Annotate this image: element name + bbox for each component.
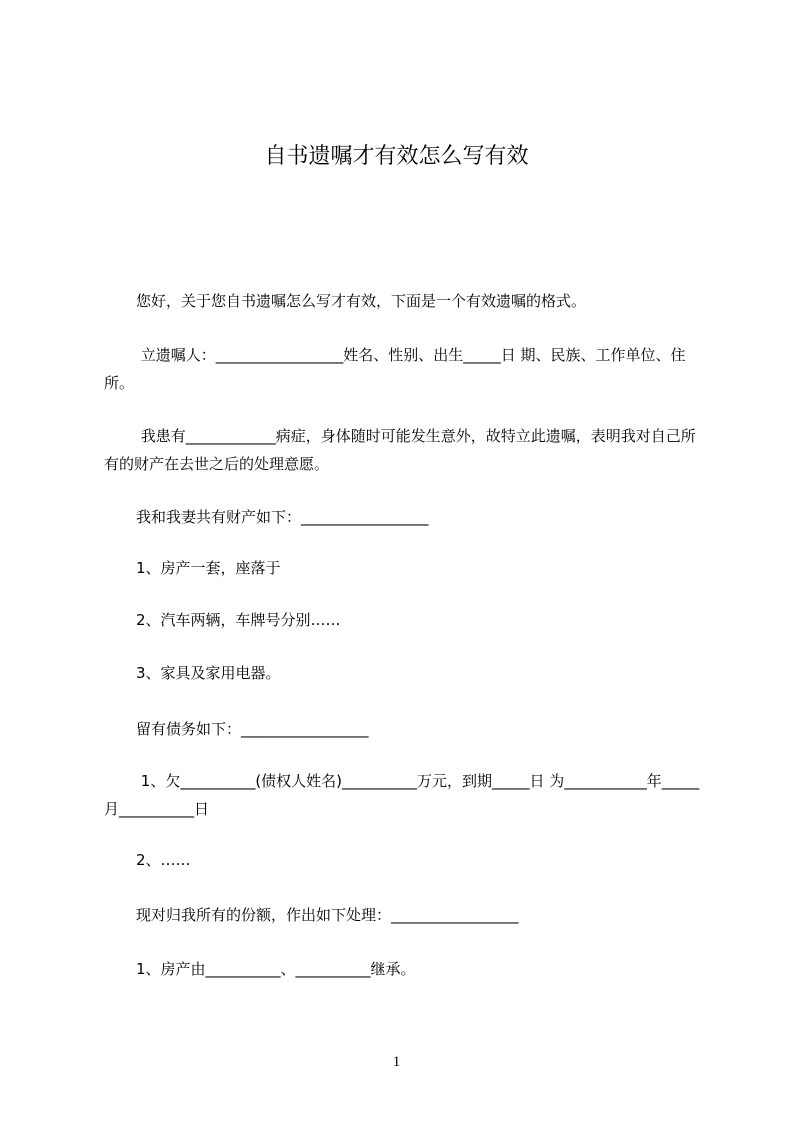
paragraph-debts: 留有债务如下：_________________: [136, 720, 369, 738]
paragraph-joint-property: 我和我妻共有财产如下：_________________: [136, 508, 429, 526]
paragraph-testator: 立遗嘱人：_________________姓名、性别、出生_____日 期、民族、工作单位、住所。: [104, 346, 686, 392]
document-title: 自书遗嘱才有效怎么写有效: [264, 144, 529, 169]
list-item-house-inheritance: 1、房产由__________、__________继承。: [136, 960, 416, 978]
paragraph-intro: 您好，关于您自书遗嘱怎么写才有效，下面是一个有效遗嘱的格式。: [136, 292, 587, 310]
paragraph-illness: 我患有____________病症，身体随时可能发生意外，故特立此遗嘱，表明我对自己所有的财产在去世之后的处理意愿。: [104, 427, 696, 473]
list-item-debt-1: 1、欠__________(债权人姓名)__________万元，到期_____日 为___________年_____月__________日: [104, 772, 700, 818]
list-item-cars: 2、汽车两辆，车牌号分别……: [136, 611, 341, 629]
page-number: 1: [392, 1054, 401, 1070]
list-item-debt-2: 2、……: [136, 851, 191, 869]
list-item-furniture: 3、家具及家用电器。: [136, 664, 281, 682]
paragraph-disposition: 现对归我所有的份额，作出如下处理：_________________: [136, 906, 519, 924]
list-item-house: 1、房产一套，座落于: [136, 559, 281, 577]
